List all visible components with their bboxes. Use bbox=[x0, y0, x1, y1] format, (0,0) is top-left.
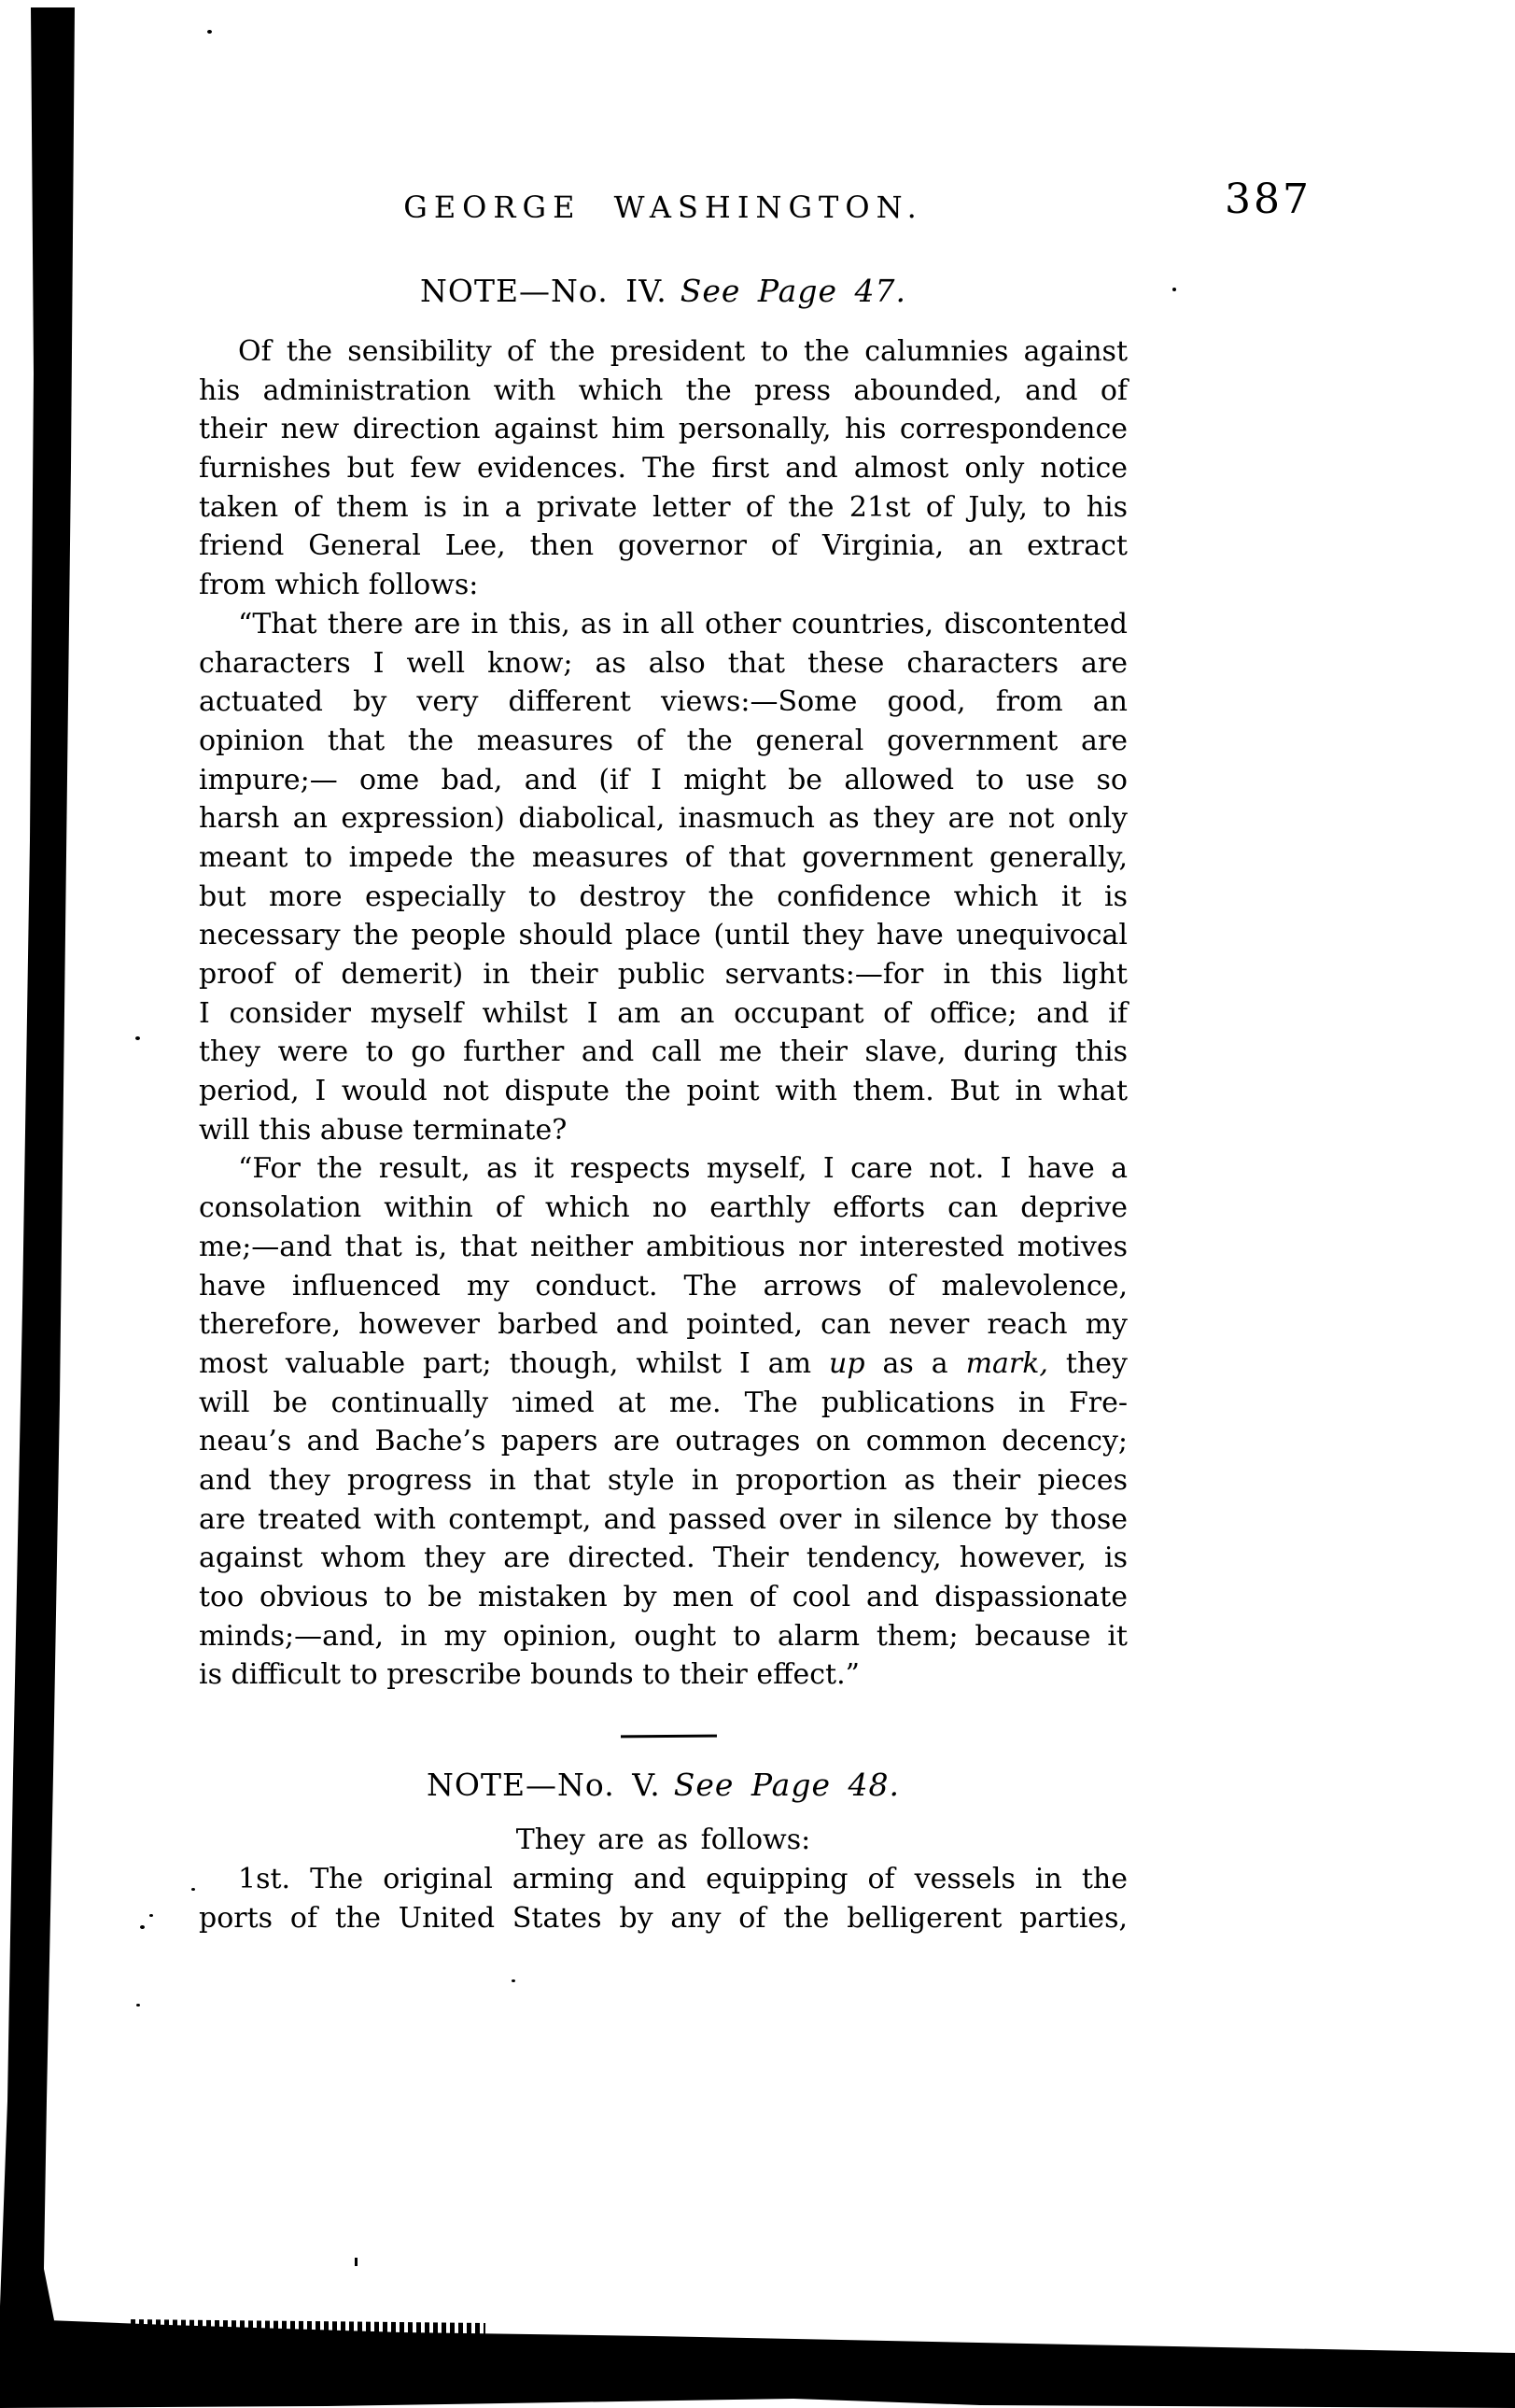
paragraph bbox=[199, 1149, 1128, 1695]
paragraph bbox=[199, 1860, 1128, 1937]
text-line: is difficult to prescribe bounds to their effect.” bbox=[199, 1658, 860, 1692]
text-line: “That there are in this, as in all other countries, discontented bbox=[238, 607, 1128, 641]
text-line: his administration with which the press abounded, and of bbox=[199, 373, 1128, 407]
text-line: have influenced my conduct. The arrows of malevolence, bbox=[199, 1269, 1128, 1303]
note5-body bbox=[199, 1860, 1128, 1937]
text-segment: most valuable part; though, whilst I am bbox=[199, 1346, 830, 1380]
text-line: characters I well know; as also that these characters are bbox=[199, 646, 1128, 680]
text-line: but more especially to destroy the confidence which it is bbox=[199, 880, 1128, 913]
page-number: 387 bbox=[1225, 176, 1312, 223]
scan-speck bbox=[207, 30, 212, 34]
text-line: will this abuse terminate? bbox=[199, 1113, 568, 1147]
text-line: I consider myself whilst I am an occupant of office; and if bbox=[199, 996, 1128, 1030]
text-line: are treated with contempt, and passed over in silence by those bbox=[199, 1502, 1128, 1536]
scan-speck bbox=[512, 1979, 515, 1982]
note5-heading bbox=[199, 1767, 1128, 1804]
text-segment: as a bbox=[864, 1346, 966, 1380]
section-divider-rule bbox=[621, 1735, 717, 1739]
scan-gutter-bar bbox=[0, 0, 103, 2408]
text-line: actuated by very different views:—Some good, from an bbox=[199, 685, 1128, 719]
note5-heading-reference: See Page 48. bbox=[673, 1767, 900, 1803]
note4-heading-reference: See Page 47. bbox=[680, 273, 906, 309]
text-line: “For the result, as it respects myself, I care not. I have a bbox=[238, 1152, 1128, 1186]
text-line bbox=[199, 1345, 1128, 1384]
text-line: proof of demerit) in their public servants:—for in this light bbox=[199, 958, 1128, 991]
text-line: meant to impede the measures of that government generally, bbox=[199, 840, 1128, 874]
text-line: friend General Lee, then governor of Virginia, an extract bbox=[199, 529, 1128, 563]
text-line: impure;— ome bad, and (if I might be allowed to use so bbox=[199, 763, 1128, 796]
note5-intro: They are as follows: bbox=[515, 1824, 811, 1856]
scan-speck bbox=[136, 2004, 140, 2007]
text-line: will be continually ɿimed at me. The publications in Fre- bbox=[199, 1386, 1128, 1419]
text-line: furnishes but few evidences. The first and almost only notice bbox=[199, 452, 1128, 486]
text-line: against whom they are directed. Their tendency, however, is bbox=[199, 1542, 1128, 1575]
italic-text: mark, bbox=[965, 1346, 1048, 1380]
text-line: 1st. The original arming and equipping of vessels in the bbox=[238, 1863, 1128, 1895]
text-line: from which follows: bbox=[199, 569, 479, 602]
text-line: me;—and that is, that neither ambitious nor interested motives bbox=[199, 1230, 1128, 1263]
text-line: taken of them is in a private letter of the 21st of July, to his bbox=[199, 490, 1128, 524]
running-header: GEORGE WASHINGTON. bbox=[403, 190, 923, 225]
note5-heading-label: NOTE—No. V. bbox=[427, 1767, 661, 1803]
scan-speck bbox=[135, 1036, 140, 1040]
text-line: period, I would not dispute the point with them. But in what bbox=[199, 1075, 1128, 1108]
note4-body bbox=[199, 332, 1128, 1695]
text-line: their new direction against him personally, his correspondence bbox=[199, 413, 1128, 446]
text-line: therefore, however barbed and pointed, can never reach my bbox=[199, 1308, 1128, 1342]
scan-speck bbox=[1172, 288, 1176, 291]
text-line: necessary the people should place (until they have unequivocal bbox=[199, 919, 1128, 952]
note4-heading-label: NOTE—No. IV. bbox=[420, 273, 667, 309]
text-line: opinion that the measures of the general government are bbox=[199, 724, 1128, 757]
scan-speck bbox=[149, 1914, 153, 1917]
text-line: neau’s and Bache’s papers are outrages on common decency; bbox=[199, 1425, 1128, 1458]
scan-speck bbox=[191, 1888, 195, 1891]
scan-speck bbox=[355, 2258, 358, 2266]
paragraph bbox=[199, 332, 1128, 605]
text-line: too obvious to be mistaken by men of cool and dispassionate bbox=[199, 1581, 1128, 1613]
text-line: minds;—and, in my opinion, ought to alarm them; because it bbox=[199, 1619, 1128, 1653]
scan-speck bbox=[140, 1925, 145, 1929]
note4-heading bbox=[199, 273, 1128, 310]
text-line: Of the sensibility of the president to the calumnies against bbox=[238, 335, 1128, 368]
italic-text: up bbox=[829, 1346, 865, 1380]
text-line: they were to go further and call me their slave, during this bbox=[199, 1035, 1128, 1069]
text-line: consolation within of which no earthly efforts can deprive bbox=[199, 1191, 1128, 1225]
paragraph bbox=[199, 605, 1128, 1150]
text-line: harsh an expression) diabolical, inasmuch as they are not only bbox=[199, 802, 1128, 836]
text-line: ports of the United States by any of the belligerent parties, bbox=[199, 1901, 1128, 1935]
text-segment: they bbox=[1047, 1346, 1128, 1380]
text-line: and they progress in that style in proportion as their pieces bbox=[199, 1463, 1128, 1497]
